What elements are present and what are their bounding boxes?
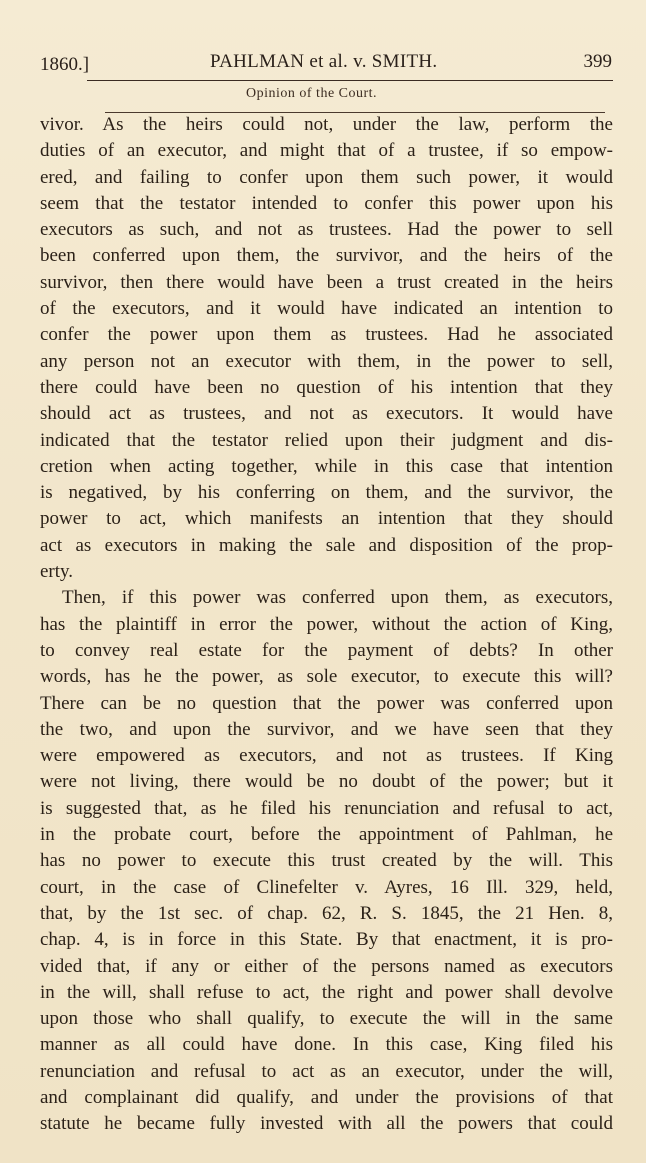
- text-line: executors as such, and not as trustees. Had the power to sell: [40, 219, 613, 241]
- text-line: cretion when acting together, while in this case that intention: [40, 455, 613, 477]
- header-year: 1860.]: [40, 54, 90, 75]
- running-header: [40, 48, 612, 78]
- text-line: renunciation and refusal to act as an executor, under the will,: [40, 1060, 613, 1082]
- text-line: indicated that the testator relied upon their judgment and dis-: [40, 429, 613, 451]
- text-line: the two, and upon the survivor, and we have seen that they: [40, 718, 613, 740]
- text-line: court, in the case of Clinefelter v. Ayres, 16 Ill. 329, held,: [40, 876, 613, 898]
- text-line: There can be no question that the power was conferred upon: [40, 692, 613, 714]
- text-line: vivor. As the heirs could not, under the law, perform the: [40, 114, 613, 135]
- text-line: vided that, if any or either of the persons named as executors: [40, 955, 613, 977]
- text-line: in the probate court, before the appointment of Pahlman, he: [40, 824, 613, 846]
- text-line: upon those who shall qualify, to execute the will in the same: [40, 1008, 613, 1030]
- text-line: duties of an executor, and might that of a trustee, if so empow-: [40, 140, 613, 162]
- header-case-title: PAHLMAN et al. v. SMITH.: [210, 51, 438, 72]
- text-line: Then, if this power was conferred upon them, as executors,: [62, 587, 613, 609]
- text-line: seem that the testator intended to confer this power upon his: [40, 192, 613, 214]
- text-line: were not living, there would be no doubt of the power; but it: [40, 771, 613, 793]
- text-line: of the executors, and it would have indicated an intention to: [40, 298, 613, 320]
- text-line: act as executors in making the sale and disposition of the prop-: [40, 534, 613, 556]
- text-line: manner as all could have done. In this case, King filed his: [40, 1034, 613, 1056]
- header-page-number: 399: [583, 51, 612, 72]
- text-line: has the plaintiff in error the power, without the action of King,: [40, 613, 613, 635]
- text-line: words, has he the power, as sole executor, to execute this will?: [40, 666, 613, 688]
- text-line: there could have been no question of his intention that they: [40, 376, 613, 398]
- text-line: statute he became fully invested with all the powers that could: [40, 1113, 613, 1135]
- text-line: survivor, then there would have been a trust created in the heirs: [40, 271, 613, 293]
- text-line: power to act, which manifests an intention that they should: [40, 508, 613, 530]
- text-line: ered, and failing to confer upon them such power, it would: [40, 166, 613, 188]
- text-line: has no power to execute this trust created by the will. This: [40, 850, 613, 872]
- text-line: to convey real estate for the payment of debts? In other: [40, 639, 613, 661]
- text-line: been conferred upon them, the survivor, and the heirs of the: [40, 245, 613, 267]
- text-line: that, by the 1st sec. of chap. 62, R. S. 1845, the 21 Hen. 8,: [40, 902, 613, 924]
- header-rule: [87, 80, 613, 81]
- body-text: [40, 112, 613, 1138]
- text-line: is suggested that, as he filed his renunciation and refusal to act,: [40, 797, 613, 819]
- text-line: and complainant did qualify, and under the provisions of that: [40, 1086, 613, 1108]
- text-line: any person not an executor with them, in the power to sell,: [40, 350, 613, 372]
- text-line: chap. 4, is in force in this State. By that enactment, it is pro-: [40, 929, 613, 951]
- text-line: should act as trustees, and not as executors. It would have: [40, 403, 613, 425]
- text-line: were empowered as executors, and not as trustees. If King: [40, 745, 613, 767]
- text-line: confer the power upon them as trustees. Had he associated: [40, 324, 613, 346]
- text-line: in the will, shall refuse to act, the right and power shall devolve: [40, 981, 613, 1003]
- text-line: is negatived, by his conferring on them, and the survivor, the: [40, 482, 613, 504]
- text-line: erty.: [40, 561, 74, 583]
- section-heading: Opinion of the Court.: [246, 86, 378, 101]
